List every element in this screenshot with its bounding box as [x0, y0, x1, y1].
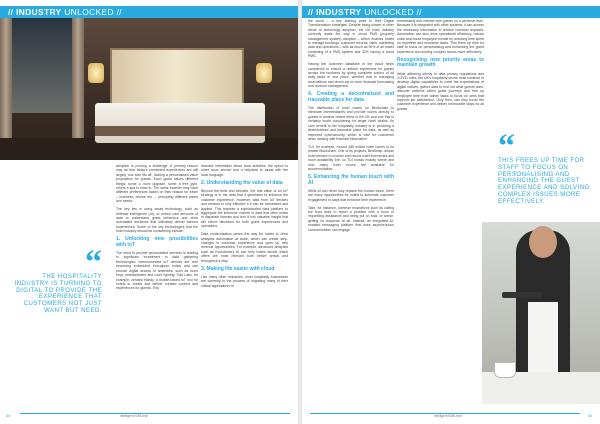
subheading-cloud: 3. Making life easier with cloud — [201, 265, 275, 272]
header-bold: INDUSTRY — [16, 7, 62, 17]
page-number: 55 — [588, 414, 592, 418]
right-column-2 — [397, 19, 484, 115]
subheading-data: 2. Understanding the value of data — [201, 179, 283, 186]
pull-quote-text: THIS FREES UP TIME FOR STAFF TO FOCUS ON PERSONALISING AND ENHANCING THE GUEST EXPERIENCE AND SOLVING COMPLEX ISSUES MORE EFFECTIVELY. — [498, 157, 590, 205]
publication-name: intelligent KMB.tech — [434, 414, 463, 418]
header-light: UNLOCKED — [61, 7, 114, 17]
paragraph: Beyond the bells and whistles, the real value of an IoT strategy is in the data that it generates to enhance the customer experience. However, data from IoT devices and sensors is only effective if it can be harnessed and applied. This requires a sophisticated data platform to aggregate the immense volume of data that often exists in disparate formats and turn it into valuable insight that will inform decisions for both guest experiences and operations. — [201, 189, 288, 229]
photo-waitress-head — [529, 226, 557, 258]
paragraph: includes information about local activities, the option to order room service and a helpdesk to assist with the local language. — [201, 164, 288, 177]
publication-name: intelligent KMB.tech — [120, 414, 149, 418]
section-header — [302, 6, 600, 18]
paragraph: The key lies in using smart technology, such as Artificial Intelligence (AI), to unlock vast amounts of data to understand guest behaviour and drive automated decisions that ultimately deliver tailored experiences. Some of the key technologies that the hotel industry should be considering include: — [116, 207, 198, 234]
header-prefix: // — [8, 7, 16, 17]
header-prefix: // — [308, 7, 316, 17]
paragraph: While AI can never fully replace the human touch, there are many opportunities for hotels to automate customer engagement in ways that enhance their experience. — [308, 188, 394, 202]
page-number: 54 — [6, 414, 10, 418]
subheading-ai: 5. Enhancing the human touch with AI — [308, 173, 394, 186]
paragraph: Having the customer database in the cloud helps companies to ensure a uniform experience for guests across the business by giving complete control of all daily tasks in one place, whether that is managing reservations and check-ins or more financial forecasting and revenue management. — [308, 62, 394, 89]
hotel-room-photo — [0, 18, 298, 160]
left-column-1 — [116, 164, 198, 294]
paragraph: The need to provide personalised services is leading to significant investment in data gathering technologies. Interconnected IoT devices are now becoming embedded throughout hotels and can provide digital access to amenities, such as room keys, entertainment and room lighting. Tide Labs, for example, created Handy, a mobile-based IoT tool for hotels to create and deliver curated content and experiences for guests. This — [116, 251, 198, 291]
subheading-blockchain: 4. Creating a decentralised and traceable place for data — [308, 91, 394, 103]
right-pull-quote — [498, 128, 596, 206]
left-column-2 — [201, 164, 288, 292]
subheading-growth: Recognising new priority areas to maintain growth — [397, 56, 484, 69]
paragraph: The distribution of hotel rooms on Blockchain to eliminate intermediaries and provide rooms directly to guests is another recent trend in the UK and one that is certainly worth considering for larger hotel chains. Its core benefit to the hospitality industry is in providing a decentralised and traceable place for data, as well as improved cybersecurity, which is vital for customers when dealing with financial information. — [308, 106, 394, 141]
right-page — [302, 0, 600, 424]
photo-lamp — [256, 63, 272, 83]
section-header — [0, 6, 298, 18]
paragraph: While adhering strictly to data privacy regulations and COVID rules, the UK's hospitality sector must continue to develop digital capabilities to meet the expectations of digital natives, gather data to find out what guests want, discover patterns within guest journeys and free up employee time from admin tasks to focus on ones that improve job satisfaction. Only then, can they boost the customer experience and deliver memorable stays for all guests. — [397, 71, 484, 111]
photo-window — [0, 18, 80, 113]
paragraph: Like many other industries, most hospitality businesses are currently in the process of migrating many of their critical applications to — [201, 274, 288, 288]
header-suffix: // — [113, 7, 122, 17]
photo-bed-throw — [95, 126, 265, 136]
paragraph: Data modernisation paves the way for hotels to drive analytics automation at scale, which can create step-changes in customer experience and open up new revenue opportunities. For example, advanced analytics such as Evolutionary AI can help hotels decide which offers are most relevant both before arrival and throughout a stay. — [201, 232, 288, 263]
paragraph: immediately and interact with guests on a personal level. Because it is integrated with other systems, it can access the necessary information to resolve common requests. Automation can also drive operational efficiency, reduce costs and boost employee morale by reducing time spent on repetitive and mundane tasks. This frees up time for staff to focus on personalising and enhancing the guest experience and solving complex issues more effectively. — [397, 19, 484, 54]
photo-cup — [494, 362, 516, 378]
quote-icon: “ — [498, 128, 515, 165]
left-pull-quote — [6, 244, 102, 315]
subheading-iot: 1. Unlocking new possibilities with IoT — [116, 236, 198, 248]
paragraph: adoption is proving a challenge. A primary reason may be that today's connected experiences are still largely 'one size fits all', lacking a personalised value proposition for guests. Each guest values different things: some a room upgrade, some a free gym, others a spa to relax in. The same traveller may have different preferences based on their reason for travel – business, leisure etc. – prompting different wants and needs. — [116, 164, 198, 204]
header-suffix: // — [413, 7, 422, 17]
header-light: UNLOCKED — [361, 7, 414, 17]
photo-tray — [502, 292, 542, 298]
right-column-1 — [308, 19, 394, 236]
photo-bed — [95, 103, 265, 143]
paragraph: the cloud – a key starting point to their Digital Transformation strategies. Despite being slower in other areas of technology adoption, the UK hotel industry currently leads the way in cloud PMS (property management system) adoption – which enables hotels to manage bookings, customer records, rates, marketing data and operations – with as much as 90% of all hotels consisting of a PMS system and 32% having a cloud PMS. — [308, 19, 394, 59]
photo-lamp — [88, 63, 104, 83]
left-page — [0, 0, 298, 424]
pull-quote-text: THE HOSPITALITY INDUSTRY IS TURNING TO DIGITAL TO PROVIDE THE EXPERIENCE THAT CUSTOMERS NOT JUST WANT BUT NEED. — [14, 273, 102, 314]
footer-rule — [20, 413, 290, 414]
waitress-photo — [482, 222, 600, 404]
quote-icon: “ — [85, 244, 102, 281]
paragraph: TUI, for example, moved 180 million hotel rooms to its private Blockchain. One of its projects, BedSwap, allows hotel owners to monitor and record hotel inventories and room availability live, so TUI knows exactly where and how many hotel rooms are available for accommodation. — [308, 144, 394, 171]
header-bold: INDUSTRY — [316, 7, 362, 17]
paragraph: Take, for instance, common frustrations such as calling the front desk to report a problem with a room or requesting assistance and being put on hold, or worse, getting no response at all. Instead, an integrated AI-enabled messaging platform that uses asynchronous communication can engage — [308, 205, 394, 232]
